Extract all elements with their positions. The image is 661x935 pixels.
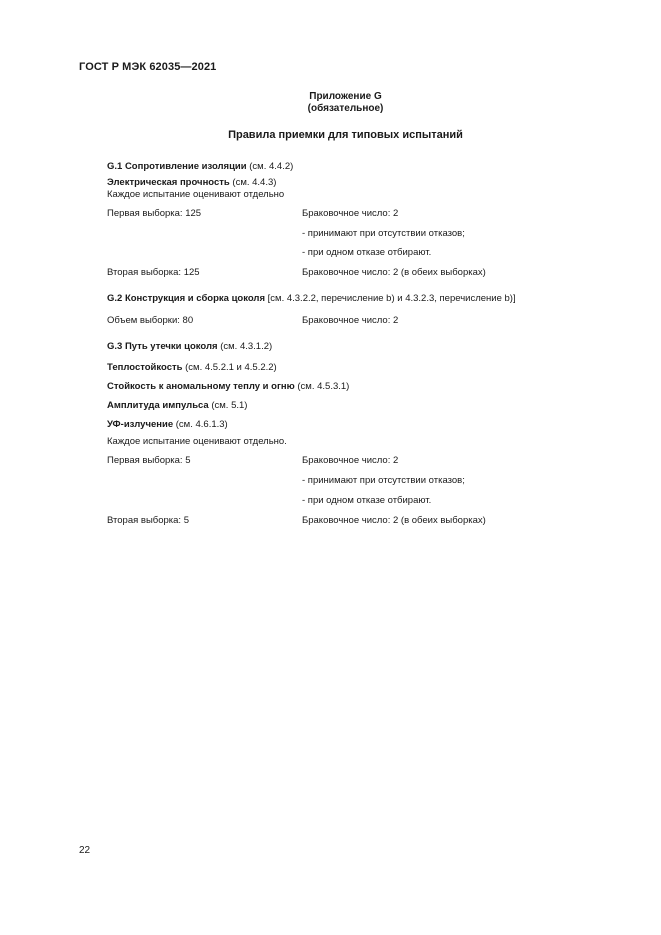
g2-row-left: Объем выборки: 80 [107, 315, 194, 326]
g3-note: Каждое испытание оценивают отдельно. [107, 436, 287, 447]
g3-item3 [107, 400, 247, 411]
g1-note: Каждое испытание оценивают отдельно [107, 189, 285, 200]
g2-heading-bold: G.2 Конструкция и сборка цоколя [107, 293, 266, 304]
g1-row2-right: - принимают при отсутствии отказов; [302, 228, 465, 239]
g1-row1-right: Браковочное число: 2 [302, 208, 399, 219]
g1-line2-ref: (см. 4.4.3) [229, 177, 277, 188]
g3-item1-bold: Теплостойкость [107, 362, 183, 373]
g1-row4-left: Вторая выборка: 125 [107, 267, 200, 278]
g1-line2 [107, 177, 276, 188]
g1-row3-right: - при одном отказе отбирают. [302, 247, 432, 258]
g3-heading-ref: (см. 4.3.1.2) [217, 341, 273, 352]
annex-status: (обязательное) [307, 103, 384, 114]
g2-heading [107, 293, 516, 304]
g3-row1-right: Браковочное число: 2 [302, 455, 399, 466]
g3-row3-right: - при одном отказе отбирают. [302, 495, 432, 506]
g3-row4-left: Вторая выборка: 5 [107, 515, 189, 526]
page-number: 22 [79, 845, 91, 856]
g3-row4-right: Браковочное число: 2 (в обеих выборках) [302, 515, 486, 526]
g3-row2-right: - принимают при отсутствии отказов; [302, 475, 465, 486]
g3-item4 [107, 419, 228, 430]
g1-row1-left: Первая выборка: 125 [107, 208, 202, 219]
annex-title: Приложение G [309, 91, 382, 102]
g1-heading-bold: G.1 Сопротивление изоляции [107, 161, 247, 172]
annex-heading [0, 91, 661, 115]
g3-row1-left: Первая выборка: 5 [107, 455, 191, 466]
g3-item2-ref: (см. 4.5.3.1) [294, 381, 350, 392]
g3-item3-ref: (см. 5.1) [208, 400, 248, 411]
g3-item2-bold: Стойкость к аномальному теплу и огню [107, 381, 295, 392]
g2-row-right: Браковочное число: 2 [302, 315, 399, 326]
g3-item3-bold: Амплитуда импульса [107, 400, 209, 411]
g1-heading [107, 161, 293, 172]
g1-heading-ref: (см. 4.4.2) [246, 161, 294, 172]
section-title: Правила приемки для типовых испытаний [228, 129, 463, 141]
g3-item1-ref: (см. 4.5.2.1 и 4.5.2.2) [182, 362, 277, 373]
g2-heading-ref: [см. 4.3.2.2, перечисление b) и 4.3.2.3, перечисление b)] [265, 293, 516, 304]
g3-item4-bold: УФ-излучение [107, 419, 174, 430]
g3-item2 [107, 381, 349, 392]
g3-heading [107, 341, 272, 352]
g3-heading-bold: G.3 Путь утечки цоколя [107, 341, 218, 352]
g3-item4-ref: (см. 4.6.1.3) [173, 419, 228, 430]
document-header: ГОСТ Р МЭК 62035—2021 [79, 61, 217, 73]
g3-item1 [107, 362, 277, 373]
g1-line2-bold: Электрическая прочность [107, 177, 230, 188]
g1-row4-right: Браковочное число: 2 (в обеих выборках) [302, 267, 486, 278]
